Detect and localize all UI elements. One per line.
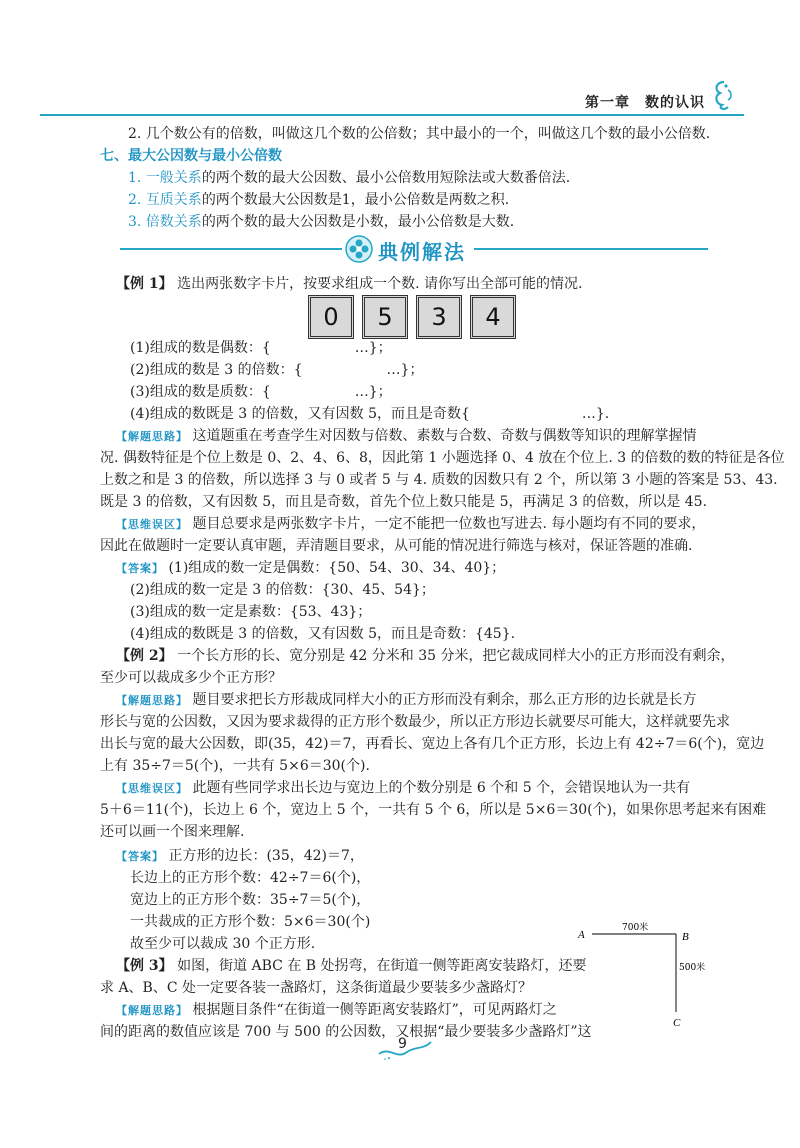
number-card-4: 4 — [470, 295, 516, 339]
error-tag: 【思维误区】 — [116, 782, 188, 795]
banner-title: 典例解法 — [378, 240, 466, 264]
ex2-error-2: 5＋6＝11(个)，长边上 6 个，宽边上 5 个，一共有 5 个 6，所以是 5×6＝30(个)，如果你思考起来有困难 — [100, 802, 767, 818]
ex1-answer-4: (4)组成的数既是 3 的倍数，又有因数 5，而且是奇数：{45}. — [130, 626, 516, 642]
ex1-think-1 — [116, 426, 720, 447]
item-text: 的两个数的最大公因数是小数，最小公倍数是大数. — [201, 214, 515, 230]
ex3-label: 【例 3】 — [116, 958, 173, 974]
ex1-question — [116, 274, 720, 294]
item-text: 的两个数最大公因数是1，最小公倍数是两数之积. — [201, 192, 510, 208]
item-term: 倍数关系 — [145, 214, 202, 230]
think-tag: 【解题思路】 — [116, 430, 188, 443]
ex1-label: 【例 1】 — [116, 276, 173, 292]
item-number: 2. — [128, 192, 142, 208]
ex1-q1: (1)组成的数是偶数：{ …}； — [130, 340, 392, 356]
ex1-question-text: 选出两张数字卡片，按要求组成一个数. 请你写出全部可能的情况. — [177, 276, 583, 292]
ex1-answer-2: (2)组成的数一定是 3 的倍数：{30、45、54}； — [130, 582, 435, 598]
item-term: 一般关系 — [145, 170, 202, 186]
length-bc-label: 500米 — [679, 963, 706, 973]
think-tag: 【解题思路】 — [116, 1004, 188, 1017]
item-text: 的两个数的最大公因数、最小公倍数用短除法或大数番倍法. — [201, 170, 571, 186]
ex2-think-2: 形长与宽的公因数，又因为要求裁得的正方形个数最少，所以正方形边长就要尽可能大，这样就要先求 — [100, 714, 730, 730]
ex1-think-2: 况. 偶数特征是个位上数是 0、2、4、6、8，因此第 1 小题选择 0、4 放在个位上. 3 的倍数的数的特征是各位 — [100, 450, 785, 466]
section7-title: 七、最大公因数与最小公倍数 — [100, 148, 282, 164]
ex2-question-1 — [116, 646, 735, 666]
ex3-question-1 — [116, 956, 587, 976]
item-term: 互质关系 — [145, 192, 202, 208]
point-c-label: C — [673, 1017, 681, 1028]
number-card-0: 0 — [308, 295, 354, 339]
ex1-q4: (4)组成的数既是 3 的倍数，又有因数 5，而且是奇数{ …}. — [130, 406, 610, 422]
point-b-label: B — [682, 931, 689, 943]
seahorse-icon — [704, 78, 738, 112]
page-number: 9 — [398, 1036, 407, 1052]
ex2-think-4: 上有 35÷7＝5(个)，一共有 5×6＝30(个). — [100, 758, 370, 774]
point-a-label: A — [578, 929, 585, 941]
flower-icon — [344, 234, 374, 264]
section-banner — [120, 236, 708, 262]
think-text: 这道题重在考查学生对因数与倍数、素数与合数、奇数与偶数等知识的理解掌握情 — [192, 428, 697, 444]
ex2-answer-5: 故至少可以裁成 30 个正方形. — [130, 936, 316, 952]
ex1-q3: (3)组成的数是质数：{ …}； — [130, 384, 392, 400]
answer-tag: 【答案】 — [116, 850, 164, 863]
item-number: 3. — [128, 214, 142, 230]
ex2-think-3: 出长与宽的最大公因数，即(35，42)＝7，再看长、宽边上各有几个正方形，长边上有 42÷7＝6(个)，宽边 — [100, 736, 765, 752]
number-card-5: 5 — [362, 295, 408, 339]
ex1-think-4: 既是 3 的倍数，又有因数 5，而且是奇数，首先个位上数只能是 5，再满足 3 的倍数，所以是 45. — [100, 494, 708, 510]
ex1-answer-3: (3)组成的数一定是素数：{53、43}； — [130, 604, 372, 620]
ex2-answer-3: 宽边上的正方形个数：35÷7＝5(个)， — [130, 892, 371, 908]
error-text: 此题有些同学求出长边与宽边上的个数分别是 6 个和 5 个，会错误地认为一共有 — [192, 780, 691, 796]
ex1-think-3: 上数之和是 3 的倍数，所以选择 3 与 0 或者 5 与 4. 质数的因数只有 2 个，所以第 3 小题的答案是 53、43. — [100, 472, 778, 488]
street-diagram — [576, 918, 706, 1028]
lcm-definition: 2. 几个数公有的倍数，叫做这几个数的公倍数；其中最小的一个，叫做这几个数的最小公倍数. — [128, 126, 711, 142]
ex1-answer-1 — [116, 558, 720, 579]
ex2-question-text: 一个长方形的长、宽分别是 42 分米和 35 分米，把它裁成同样大小的正方形而没有剩余， — [177, 648, 735, 664]
ex1-q2: (2)组成的数是 3 的倍数：{ …}； — [130, 362, 424, 378]
error-text: 题目总要求是两张数字卡片，一定不能把一位数也写进去. 每小题均有不同的要求， — [192, 516, 706, 532]
chapter-title: 第一章 数的认识 — [585, 95, 705, 111]
ex3-question-text: 如图，街道 ABC 在 B 处拐弯，在街道一侧等距离安装路灯，还要 — [177, 958, 587, 974]
section7-item-2 — [128, 190, 720, 210]
ex1-error-1 — [116, 514, 720, 535]
ex3-question-2: 求 A、B、C 处一定要各装一盏路灯，这条街道最少要装多少盏路灯？ — [100, 980, 533, 996]
ex2-answer-1 — [116, 846, 720, 867]
think-text: 题目要求把长方形裁成同样大小的正方形而没有剩余，那么正方形的边长就是长方 — [192, 692, 697, 708]
answer-text: 正方形的边长：(35，42)＝7， — [168, 848, 364, 864]
think-text: 根据题目条件“在街道一侧等距离安装路灯”，可见两路灯之 — [192, 1002, 557, 1018]
ex2-error-3: 还可以画一个图来理解. — [100, 824, 245, 840]
error-tag: 【思维误区】 — [116, 518, 188, 531]
length-ab-label: 700米 — [622, 923, 649, 933]
banner-rule-right — [474, 248, 708, 250]
banner-rule-left — [120, 248, 342, 250]
ex2-answer-2: 长边上的正方形个数：42÷7＝6(个)， — [130, 870, 371, 886]
answer-tag: 【答案】 — [116, 562, 164, 575]
answer-text: (1)组成的数一定是偶数：{50、54、30、34、40}； — [168, 560, 506, 576]
section7-item-3 — [128, 212, 720, 232]
ex2-label: 【例 2】 — [116, 648, 173, 664]
number-card-3: 3 — [416, 295, 462, 339]
ex2-think-1 — [116, 690, 720, 711]
ex3-think-2: 间的距离的数值应该是 700 与 500 的公因数，又根据“最少要装多少盏路灯”这 — [100, 1024, 592, 1040]
section7-item-1 — [128, 168, 720, 188]
header-rule — [40, 114, 744, 116]
think-tag: 【解题思路】 — [116, 694, 188, 707]
ex2-error-1 — [116, 778, 720, 799]
ex2-question-2: 至少可以裁成多少个正方形？ — [100, 670, 282, 686]
ex2-answer-4: 一共裁成的正方形个数：5×6＝30(个) — [130, 914, 371, 930]
item-number: 1. — [128, 170, 142, 186]
ex1-error-2: 因此在做题时一定要认真审题，弄清题目要求，从可能的情况进行筛选与核对，保证答题的准确. — [100, 538, 693, 554]
